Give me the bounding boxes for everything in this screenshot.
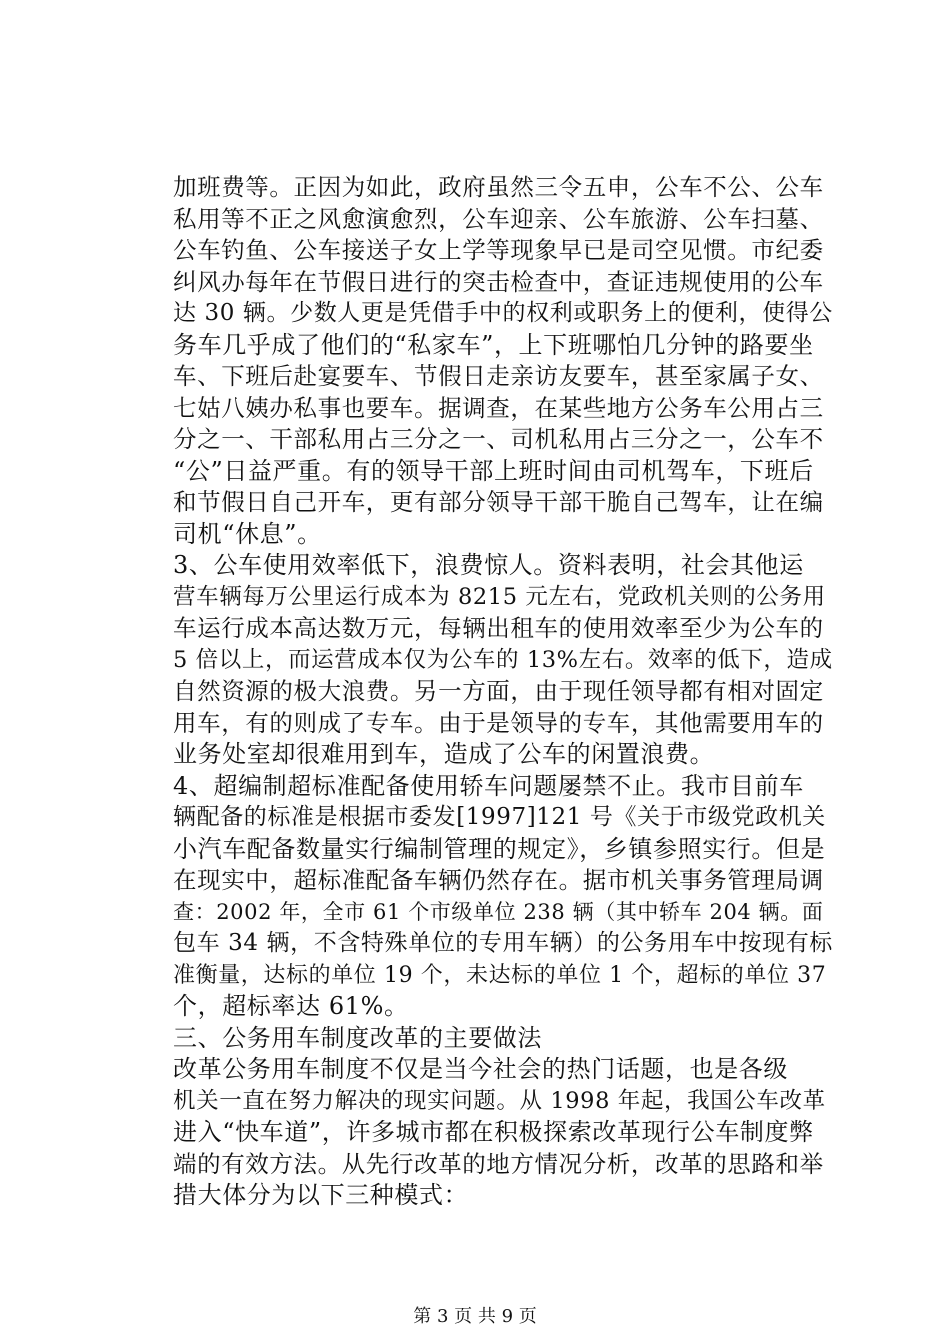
text-line: 准衡量，达标的单位 19 个，未达标的单位 1 个，超标的单位 37 [173, 962, 827, 988]
text-line: 包车 34 辆，不含特殊单位的专用车辆）的公务用车中按现有标 [173, 930, 833, 956]
text-line: “公”日益严重。有的领导干部上班时间由司机驾车，下班后 [173, 456, 814, 485]
text-line: 三、公务用车制度改革的主要做法 [173, 1023, 542, 1052]
text-line: 车、下班后赴宴要车、节假日走亲访友要车，甚至家属子女、 [173, 362, 824, 390]
text-line: 营车辆每万公里运行成本为 8215 元左右，党政机关则的公务用 [173, 583, 826, 610]
page-number-footer: 第 3 页 共 9 页 [413, 1306, 537, 1327]
text-line: 改革公务用车制度不仅是当今社会的热门话题，也是各级 [173, 1055, 788, 1083]
text-line: 措大体分为以下三种模式： [173, 1181, 469, 1209]
text-line: 进入“快车道”，许多城市都在积极探索改革现行公车制度弊 [173, 1118, 814, 1146]
text-line: 公车钓鱼、公车接送子女上学等现象早已是司空见惯。市纪委 [173, 236, 824, 264]
text-line: 查：2002 年，全市 61 个市级单位 238 辆（其中轿车 204 辆。面 [173, 899, 824, 924]
text-line: 加班费等。正因为如此，政府虽然三令五申，公车不公、公车 [173, 173, 824, 201]
text-line: 分之一、干部私用占三分之一、司机私用占三分之一，公车不 [173, 425, 824, 453]
text-line: 业务处室却很难用到车，造成了公车的闲置浪费。 [173, 740, 715, 768]
text-line: 4、超编制超标准配备使用轿车问题屡禁不止。我市目前车 [173, 771, 804, 800]
text-line: 辆配备的标准是根据市委发[1997]121 号《关于市级党政机关 [173, 804, 826, 830]
text-line: 在现实中，超标准配备车辆仍然存在。据市机关事务管理局调 [173, 866, 824, 894]
text-line: 机关一直在努力解决的现实问题。从 1998 年起，我国公车改革 [173, 1087, 826, 1114]
text-line: 3、公车使用效率低下，浪费惊人。资料表明，社会其他运 [173, 551, 804, 579]
text-line: 小汽车配备数量实行编制管理的规定》，乡镇参照实行。但是 [173, 834, 826, 863]
text-line: 和节假日自己开车，更有部分领导干部干脆自己驾车，让在编 [173, 488, 824, 516]
text-line: 自然资源的极大浪费。另一方面，由于现任领导都有相对固定 [173, 677, 824, 705]
text-line: 七姑八姨办私事也要车。据调查，在某些地方公务车公用占三 [173, 393, 824, 422]
text-line: 5 倍以上，而运营成本仅为公车的 13%左右。效率的低下，造成 [173, 646, 833, 673]
text-line: 私用等不正之风愈演愈烈，公车迎亲、公车旅游、公车扫墓、 [173, 204, 824, 233]
text-line: 达 30 辆。少数人更是凭借手中的权利或职务上的便利，使得公 [173, 300, 833, 326]
text-line: 纠风办每年在节假日进行的突击检查中，查证违规使用的公车 [173, 267, 824, 296]
text-line: 司机“休息”。 [173, 519, 322, 548]
text-line: 个，超标率达 61%。 [173, 992, 409, 1020]
text-line: 务车几乎成了他们的“私家车”，上下班哪怕几分钟的路要坐 [173, 330, 814, 359]
text-line: 用车，有的则成了专车。由于是领导的专车，其他需要用车的 [173, 708, 824, 737]
text-line: 车运行成本高达数万元，每辆出租车的使用效率至少为公车的 [173, 614, 824, 642]
text-line: 端的有效方法。从先行改革的地方情况分析，改革的思路和举 [173, 1149, 824, 1178]
